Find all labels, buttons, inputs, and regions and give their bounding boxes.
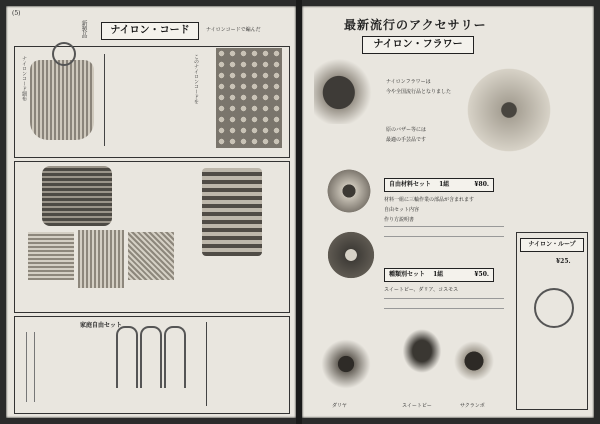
right-header: 最新流行のアクセサリー bbox=[344, 18, 487, 32]
intro-line-1: ナイロンフラワーは bbox=[386, 79, 431, 85]
flower-label-2: スイートピー bbox=[402, 403, 432, 409]
large-flower-photo bbox=[454, 60, 564, 160]
set2-label: 種類別セット bbox=[389, 271, 426, 278]
knit-panel-photo-3 bbox=[128, 232, 174, 280]
caption-bottom: 家庭自由セット bbox=[80, 322, 123, 329]
set1-box bbox=[384, 178, 494, 192]
cherry-photo bbox=[452, 336, 496, 386]
set1-price: ¥80. bbox=[474, 181, 489, 188]
set2-desc: スイートピー、ダリア、コスモス bbox=[384, 287, 459, 293]
loop-diagram bbox=[534, 288, 574, 328]
set1-label: 自由材料セット bbox=[389, 181, 432, 188]
set2-box bbox=[384, 268, 494, 282]
caption-top: ナイロンコードで編んだ bbox=[206, 27, 261, 33]
coaster-mat-photo bbox=[216, 48, 282, 148]
flower-photo-3 bbox=[318, 336, 374, 392]
needle-diagram-2 bbox=[34, 332, 35, 402]
hairpin-diagram-2 bbox=[140, 326, 162, 388]
set1-item-b: 作り方説明書 bbox=[384, 217, 415, 223]
flower-photo-2 bbox=[324, 228, 378, 282]
divider-bottom bbox=[206, 322, 207, 406]
hairpin-diagram-1 bbox=[116, 326, 138, 388]
flower-label-3: サクランボ bbox=[460, 403, 485, 409]
right-page bbox=[302, 6, 594, 418]
right-subtitle: ナイロン・フラワー bbox=[362, 36, 474, 54]
set2-price: ¥50. bbox=[474, 271, 489, 278]
intro-line-2: 今や全国流行品となりました bbox=[386, 89, 452, 95]
hairpin-diagram-3 bbox=[164, 326, 186, 388]
set1-unit: 1組 bbox=[439, 181, 450, 188]
bag-handle bbox=[52, 42, 76, 66]
needle-diagram bbox=[26, 332, 27, 402]
vertical-tag: 新製品 bbox=[80, 20, 87, 38]
knit-panel-photo-1 bbox=[28, 232, 74, 280]
text-rule bbox=[384, 226, 504, 227]
left-page bbox=[6, 6, 296, 418]
knitted-basket-photo bbox=[202, 168, 262, 256]
loop-price: ¥25. bbox=[556, 258, 571, 265]
divider bbox=[104, 54, 105, 146]
left-title: ナイロン・コード bbox=[101, 22, 199, 40]
feather-flower-photo bbox=[314, 54, 376, 124]
caption-bag: ナイロンコード細布 bbox=[21, 56, 27, 101]
loop-title: ナイロン・ループ bbox=[520, 238, 584, 252]
knit-panel-photo-2 bbox=[78, 230, 124, 288]
set1-desc: 材料一組に三輪作業の部品が含まれます bbox=[384, 197, 475, 203]
set1-item-a: 自由セット内容 bbox=[384, 207, 420, 213]
text-rule-4 bbox=[384, 308, 504, 309]
armchair-photo bbox=[42, 166, 112, 226]
text-rule-3 bbox=[384, 298, 504, 299]
set2-unit: 1組 bbox=[433, 271, 444, 278]
flower-photo-1 bbox=[324, 166, 374, 216]
intro-line-3: 原のバザー等には bbox=[386, 127, 427, 133]
caption-mid: このナイロンコードを bbox=[193, 54, 199, 104]
knitted-bag-photo bbox=[30, 60, 94, 140]
flower-label-1: ダリヤ bbox=[332, 403, 347, 409]
flower-photo-4 bbox=[400, 326, 444, 376]
intro-line-4: 最適の手芸品です bbox=[386, 137, 427, 143]
text-rule-2 bbox=[384, 236, 504, 237]
page-number: (5) bbox=[12, 10, 21, 17]
